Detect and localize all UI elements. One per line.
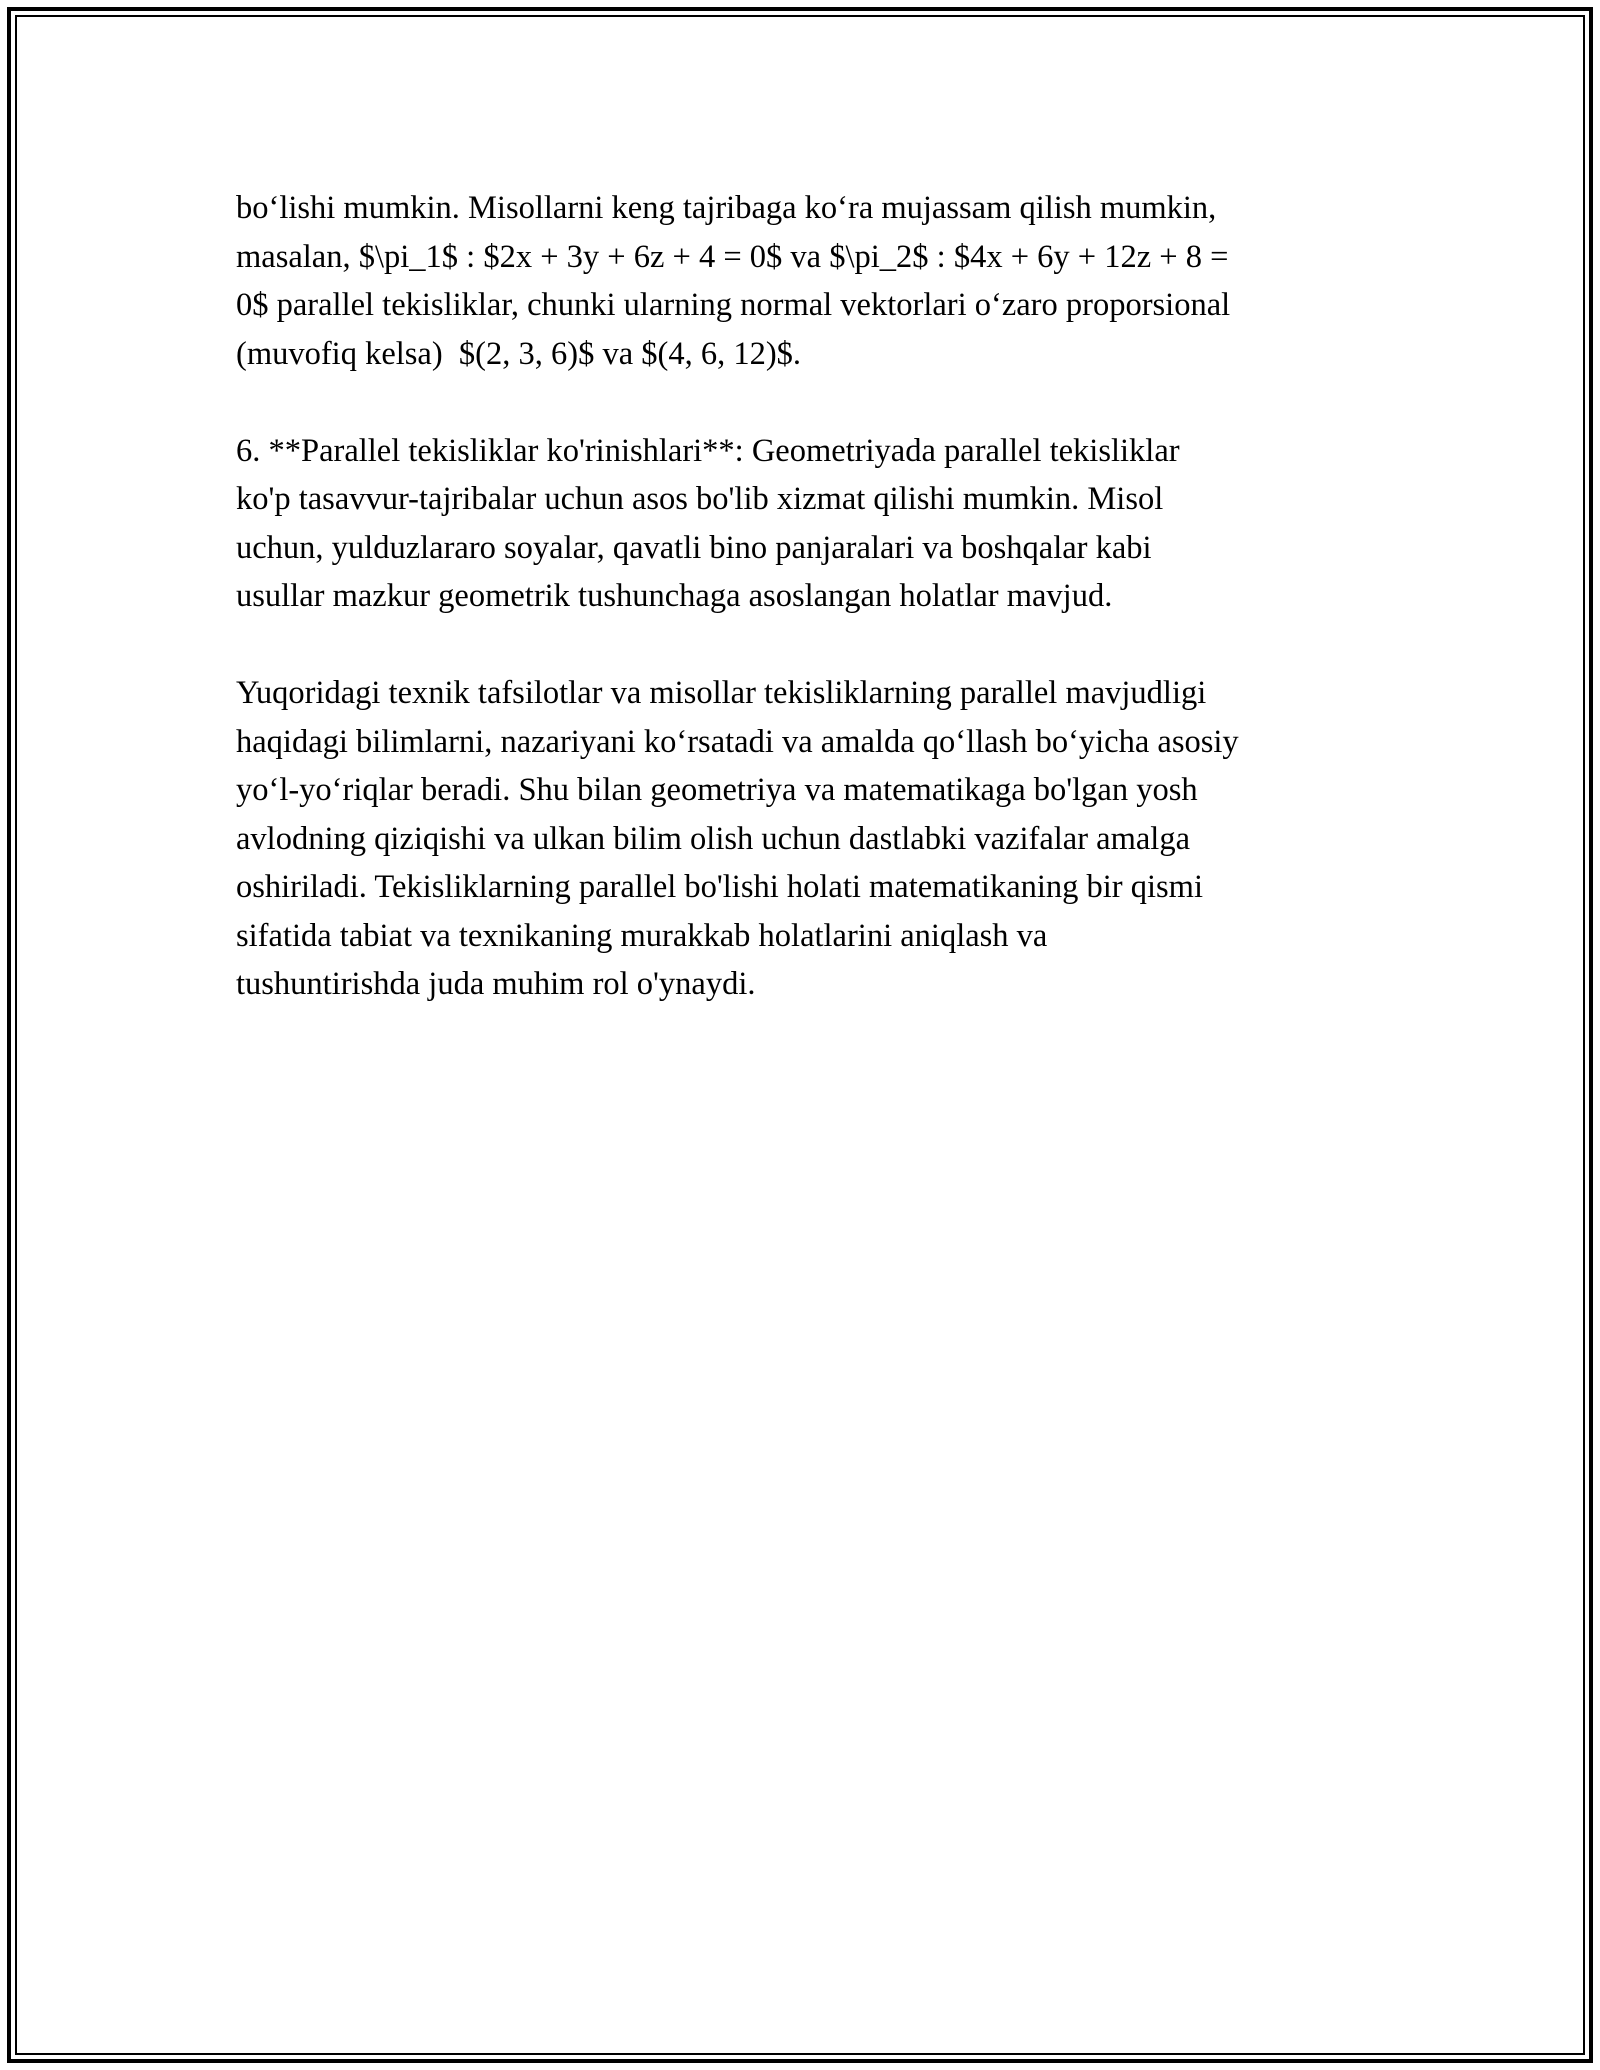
text-line: Yuqoridagi texnik tafsilotlar va misollar tekisliklarning parallel mavjudligi (236, 675, 1207, 711)
text-line: tushuntirishda juda muhim rol o'ynaydi. (236, 966, 756, 1002)
text-line: masalan, $\pi_1$ : $2x + 3y + 6z + 4 = 0$ va $\pi_2$ : $4x + 6y + 12z + 8 = (236, 238, 1229, 275)
document-body (236, 184, 1396, 1057)
text-line: uchun, yulduzlararo soyalar, qavatli bino panjaralari va boshqalar kabi (236, 529, 1152, 566)
paragraph-item-6 (236, 427, 1396, 621)
text-line: sifatida tabiat va texnikaning murakkab holatlarini aniqlash va (236, 917, 1048, 954)
text-line: 0$ parallel tekisliklar, chunki ularning normal vektorlari o‘zaro proporsional (236, 287, 1231, 323)
text-line: (muvofiq kelsa) $(2, 3, 6)$ va $(4, 6, 12)$. (236, 335, 802, 372)
text-line: avlodning qiziqishi va ulkan bilim olish uchun dastlabki vazifalar amalga (236, 820, 1191, 857)
text-line: oshiriladi. Tekisliklarning parallel bo'lishi holati matematikaning bir qismi (236, 869, 1203, 905)
text-line: 6. **Parallel tekisliklar ko'rinishlari**: Geometriyada parallel tekisliklar (236, 432, 1180, 469)
paragraph-parallel-planes-example (236, 184, 1396, 378)
text-line: bo‘lishi mumkin. Misollarni keng tajribaga ko‘ra mujassam qilish mumkin, (236, 190, 1217, 226)
text-line: usullar mazkur geometrik tushunchaga asoslangan holatlar mavjud. (236, 578, 1113, 614)
text-line: haqidagi bilimlarni, nazariyani ko‘rsatadi va amalda qo‘llash bo‘yicha asosiy (236, 723, 1239, 760)
text-line: ko'p tasavvur-tajribalar uchun asos bo'lib xizmat qilishi mumkin. Misol (236, 481, 1164, 517)
text-line: yo‘l-yo‘riqlar beradi. Shu bilan geometriya va matematikaga bo'lgan yosh (236, 772, 1198, 808)
paragraph-conclusion (236, 669, 1396, 1009)
